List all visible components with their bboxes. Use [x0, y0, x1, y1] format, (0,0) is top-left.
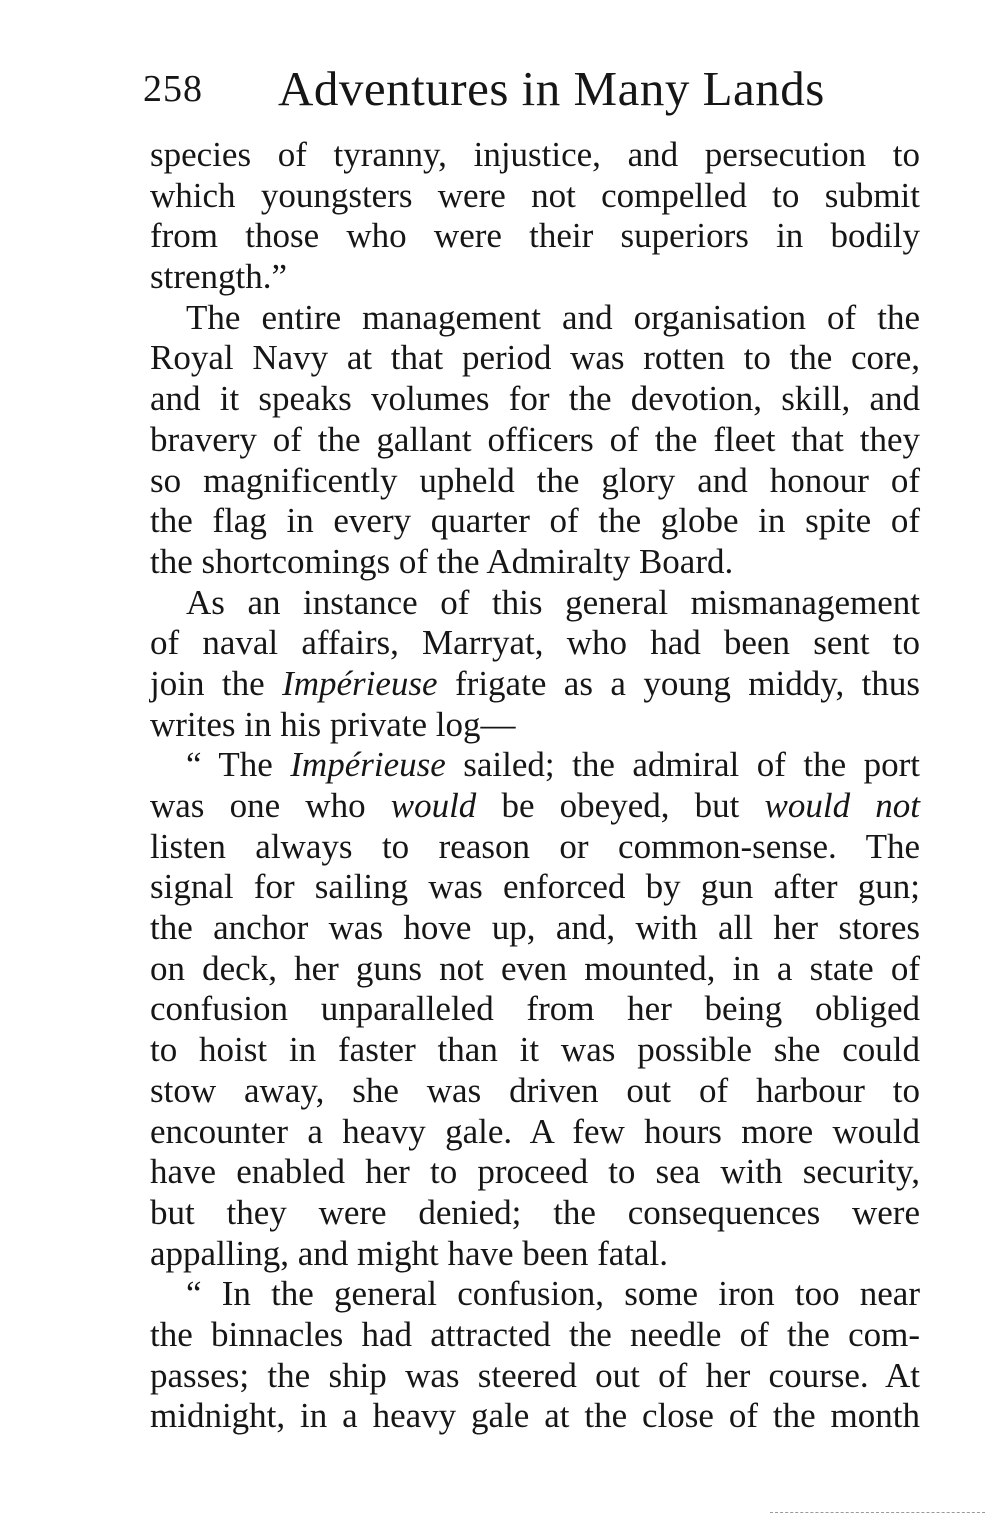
page-number: 258	[143, 68, 203, 110]
text-line: the binnacles had attracted the needle of the com-	[150, 1314, 920, 1354]
text-line: passes; the ship was steered out of her course. At	[150, 1355, 920, 1395]
text-line: “ The Impérieuse sailed; the admiral of the port	[186, 745, 920, 785]
text-line: on deck, her guns not even mounted, in a state of	[150, 948, 920, 988]
italic-emphasis: would not	[764, 786, 921, 825]
text-line: which youngsters were not compelled to submit	[150, 175, 920, 215]
text-line: encounter a heavy gale. A few hours more would	[150, 1111, 920, 1151]
text-line: was one who would be obeyed, but would not	[150, 786, 921, 825]
text-line: Royal Navy at that period was rotten to the core,	[150, 338, 920, 378]
text-line: and it speaks volumes for the devotion, skill, and	[150, 379, 920, 419]
text-line: the flag in every quarter of the globe in spite of	[150, 501, 920, 541]
text-line: species of tyranny, injustice, and persecution to	[150, 135, 920, 174]
text-line: appalling, and might have been fatal.	[150, 1233, 669, 1273]
italic-ship-name: Impérieuse	[290, 745, 446, 785]
italic-emphasis: would	[390, 786, 477, 825]
text-line: join the Impérieuse frigate as a young middy, thus	[150, 663, 920, 703]
text-line: stow away, she was driven out of harbour to	[150, 1070, 920, 1110]
text-line: the shortcomings of the Admiralty Board.	[150, 541, 734, 581]
running-head	[143, 58, 908, 120]
text-line: The entire management and organisation of the	[186, 297, 920, 337]
text-line: signal for sailing was enforced by gun after gun;	[150, 867, 920, 907]
text-line: “ In the general confusion, some iron too near	[186, 1274, 920, 1314]
text-line: strength.”	[150, 257, 288, 297]
text-line: midnight, in a heavy gale at the close of the month	[150, 1396, 920, 1436]
text-line: have enabled her to proceed to sea with security,	[150, 1152, 920, 1192]
text-line: from those who were their superiors in bodily	[150, 216, 920, 256]
text-line: to hoist in faster than it was possible she could	[150, 1030, 920, 1070]
text-line: listen always to reason or common-sense. The	[150, 826, 920, 866]
text-line: As an instance of this general mismanagement	[186, 582, 920, 622]
text-line: so magnificently upheld the glory and honour of	[150, 460, 920, 500]
page-edge-marks	[770, 1512, 985, 1515]
text-line: confusion unparalleled from her being obliged	[150, 989, 920, 1029]
text-line: of naval affairs, Marryat, who had been sent to	[150, 623, 920, 663]
italic-ship-name: Impérieuse	[282, 663, 438, 703]
body-text	[150, 135, 920, 1437]
book-title: Adventures in Many Lands	[278, 61, 825, 116]
text-line: the anchor was hove up, and, with all her stores	[150, 908, 920, 948]
text-line: but they were denied; the consequences were	[150, 1192, 920, 1232]
text-line: bravery of the gallant officers of the fleet that they	[150, 419, 920, 459]
text-line: writes in his private log—	[150, 704, 516, 744]
